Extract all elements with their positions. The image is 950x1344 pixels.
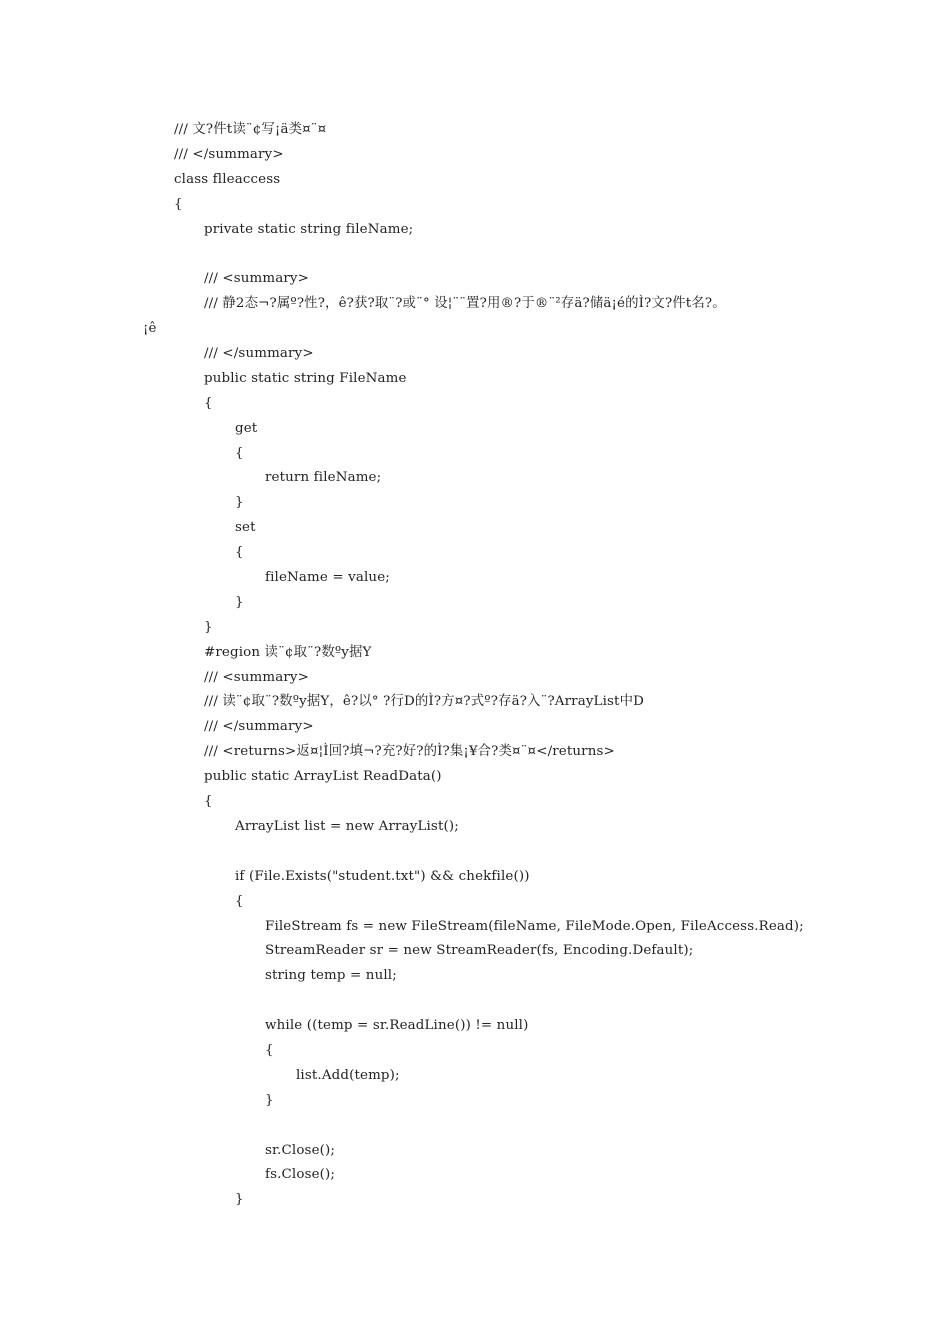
code-line bbox=[0, 317, 950, 342]
code-line bbox=[0, 1014, 950, 1039]
code-line-text: FileStream fs = new FileStream(fileName, FileMode.Open, FileAccess.Read); bbox=[265, 918, 804, 934]
code-line-text: { bbox=[204, 395, 213, 411]
code-listing bbox=[0, 118, 950, 1213]
code-line-text: /// 读¨¢取¨?数ºy据Y，ê?以° ?行D的Ì?方¤?式º?存ä?入¨?ArrayList中D bbox=[204, 694, 644, 710]
code-line bbox=[0, 541, 950, 566]
code-line bbox=[0, 566, 950, 591]
code-line-text: /// 文?件t读¨¢写¡ä类¤¨¤ bbox=[174, 122, 327, 137]
code-line-text: { bbox=[174, 196, 183, 212]
code-line bbox=[0, 118, 950, 143]
code-line-text: /// <summary> bbox=[204, 271, 310, 287]
code-line bbox=[0, 1114, 950, 1139]
code-line bbox=[0, 915, 950, 940]
code-line bbox=[0, 1139, 950, 1164]
code-line-text: get bbox=[235, 420, 258, 436]
code-line bbox=[0, 466, 950, 491]
code-line bbox=[0, 740, 950, 765]
code-line bbox=[0, 964, 950, 989]
code-line-text: ¡ê bbox=[143, 321, 157, 337]
code-line-text: /// </summary> bbox=[204, 719, 314, 735]
code-line-text: } bbox=[235, 594, 244, 610]
code-line bbox=[0, 1064, 950, 1089]
code-line-text: /// </summary> bbox=[174, 146, 284, 162]
code-line bbox=[0, 765, 950, 790]
code-line-text: fileName = value; bbox=[265, 570, 390, 586]
code-line bbox=[0, 890, 950, 915]
code-line-text: return fileName; bbox=[265, 470, 382, 486]
code-line bbox=[0, 1039, 950, 1064]
code-line-text: class flleaccess bbox=[174, 171, 281, 187]
code-line bbox=[0, 790, 950, 815]
code-line-text: /// </summary> bbox=[204, 346, 314, 362]
code-line bbox=[0, 168, 950, 193]
code-line-text: { bbox=[235, 445, 244, 461]
code-line bbox=[0, 442, 950, 467]
code-line bbox=[0, 616, 950, 641]
code-line bbox=[0, 715, 950, 740]
code-line bbox=[0, 865, 950, 890]
code-line bbox=[0, 417, 950, 442]
code-line bbox=[0, 939, 950, 964]
code-line bbox=[0, 267, 950, 292]
code-line-text: /// <returns>返¤¦Ì回?填¬?充?好?的Ì?集¡¥合?类¤¨¤</returns> bbox=[204, 744, 615, 760]
code-line-text: } bbox=[235, 495, 244, 511]
code-line bbox=[0, 690, 950, 715]
code-line-text: while ((temp = sr.ReadLine()) != null) bbox=[265, 1018, 529, 1034]
code-line-text: /// <summary> bbox=[204, 669, 310, 685]
code-line-text: { bbox=[235, 893, 244, 909]
code-line-text: { bbox=[235, 545, 244, 561]
code-line-text: } bbox=[235, 1192, 244, 1208]
code-line-text: StreamReader sr = new StreamReader(fs, Encoding.Default); bbox=[265, 943, 694, 959]
code-line bbox=[0, 218, 950, 243]
code-line bbox=[0, 641, 950, 666]
code-line-text: public static ArrayList ReadData() bbox=[204, 769, 442, 785]
code-line-text: sr.Close(); bbox=[265, 1142, 336, 1158]
code-line bbox=[0, 516, 950, 541]
code-line-text: if (File.Exists("student.txt") && chekfile()) bbox=[235, 868, 530, 884]
code-line bbox=[0, 367, 950, 392]
code-line-text: set bbox=[235, 520, 256, 536]
code-line-text: ArrayList list = new ArrayList(); bbox=[235, 818, 459, 834]
code-line bbox=[0, 591, 950, 616]
code-line-text: } bbox=[204, 619, 213, 635]
code-line-text: private static string fileName; bbox=[204, 221, 414, 237]
code-line bbox=[0, 815, 950, 840]
code-line-text: { bbox=[204, 794, 213, 810]
code-line bbox=[0, 840, 950, 865]
code-line bbox=[0, 1188, 950, 1213]
code-line-text: fs.Close(); bbox=[265, 1167, 336, 1183]
code-line bbox=[0, 491, 950, 516]
code-line-text: } bbox=[265, 1092, 274, 1108]
code-line bbox=[0, 989, 950, 1014]
code-line-text: public static string FileName bbox=[204, 370, 407, 386]
code-line bbox=[0, 242, 950, 267]
code-line-text: string temp = null; bbox=[265, 968, 397, 984]
code-line bbox=[0, 1163, 950, 1188]
code-line bbox=[0, 342, 950, 367]
code-line-text: list.Add(temp); bbox=[296, 1067, 400, 1083]
code-line-text: #region 读¨¢取¨?数ºy据Y bbox=[204, 644, 372, 660]
code-line-text: { bbox=[265, 1042, 274, 1058]
code-line bbox=[0, 1089, 950, 1114]
code-line bbox=[0, 143, 950, 168]
code-line bbox=[0, 392, 950, 417]
code-line bbox=[0, 292, 950, 317]
code-line bbox=[0, 666, 950, 691]
code-line bbox=[0, 193, 950, 218]
code-line-text: /// 静2态¬?属º?性?，ê?获?取¨?或¨° 设¦¨¨置?用®?于®¨²存ä?储ä¡é的Ì?文?件t名?。 bbox=[204, 296, 726, 312]
